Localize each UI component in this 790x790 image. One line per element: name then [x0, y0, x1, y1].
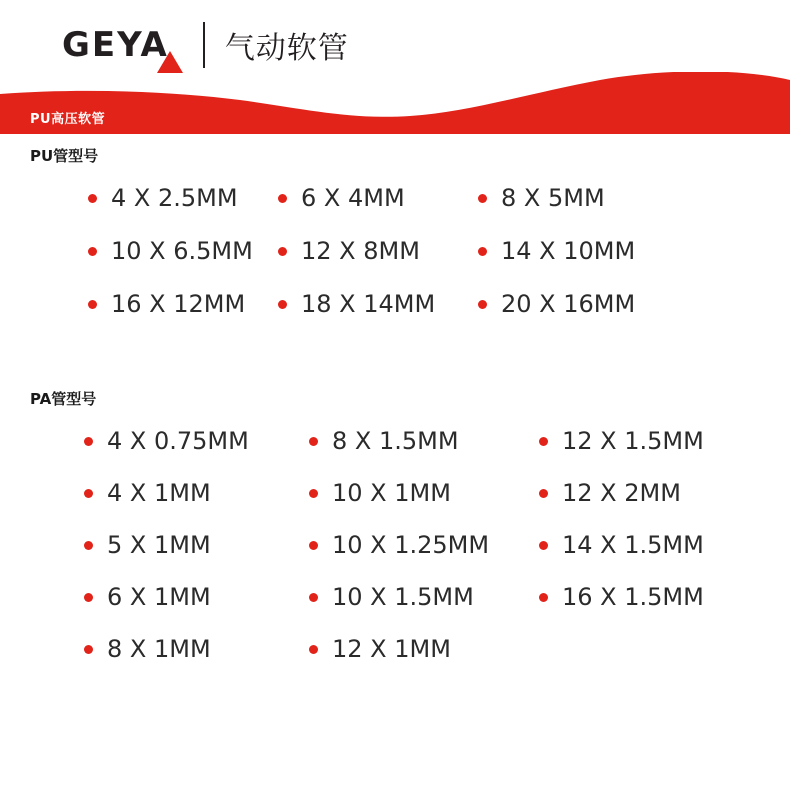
section-pa: [0, 388, 790, 663]
bullet-icon: [84, 645, 93, 654]
model-label: 6 X 1MM: [107, 583, 211, 611]
list-item: [309, 635, 539, 663]
bullet-icon: [84, 437, 93, 446]
wave-shape: [0, 72, 790, 134]
list-item: [539, 531, 739, 559]
bullet-icon: [278, 194, 287, 203]
bullet-icon: [278, 300, 287, 309]
section-pu: [0, 145, 790, 318]
bullet-icon: [309, 541, 318, 550]
bullet-icon: [539, 541, 548, 550]
bullet-icon: [539, 437, 548, 446]
list-item: [478, 184, 678, 212]
model-label: 18 X 14MM: [301, 290, 436, 318]
model-label: 12 X 1.5MM: [562, 427, 704, 455]
bullet-icon: [88, 194, 97, 203]
list-item: [88, 184, 278, 212]
brand-block: [62, 22, 349, 68]
bullet-icon: [478, 247, 487, 256]
bullet-icon: [539, 593, 548, 602]
list-item: [88, 290, 278, 318]
list-item: [309, 479, 539, 507]
list-item: [478, 237, 678, 265]
triangle-icon: [157, 51, 183, 73]
list-item: [278, 184, 478, 212]
brand-divider: [203, 22, 205, 68]
model-label: 16 X 12MM: [111, 290, 246, 318]
model-label: 10 X 1.5MM: [332, 583, 474, 611]
model-label: 12 X 2MM: [562, 479, 681, 507]
model-label: 8 X 1.5MM: [332, 427, 459, 455]
model-label: 10 X 6.5MM: [111, 237, 253, 265]
model-label: 8 X 5MM: [501, 184, 605, 212]
list-item: [539, 479, 739, 507]
list-item: [84, 531, 309, 559]
list-item: [84, 479, 309, 507]
model-label: 10 X 1MM: [332, 479, 451, 507]
list-item: [478, 290, 678, 318]
red-wave-band: [0, 72, 790, 134]
bullet-icon: [84, 593, 93, 602]
list-item: [309, 583, 539, 611]
bullet-icon: [84, 489, 93, 498]
bullet-icon: [309, 437, 318, 446]
model-label: 4 X 2.5MM: [111, 184, 238, 212]
model-label: 12 X 1MM: [332, 635, 451, 663]
model-label: 14 X 1.5MM: [562, 531, 704, 559]
list-item: [84, 427, 309, 455]
list-item: [539, 583, 739, 611]
model-label: 16 X 1.5MM: [562, 583, 704, 611]
model-label: 6 X 4MM: [301, 184, 405, 212]
model-label: 12 X 8MM: [301, 237, 420, 265]
list-item: [278, 237, 478, 265]
list-item: [84, 635, 309, 663]
model-label: 10 X 1.25MM: [332, 531, 490, 559]
section-pu-title: PU管型号: [30, 147, 99, 165]
list-item: [278, 290, 478, 318]
pa-model-grid: [84, 427, 790, 663]
model-label: 4 X 0.75MM: [107, 427, 249, 455]
list-item: [88, 237, 278, 265]
bullet-icon: [478, 194, 487, 203]
pu-model-grid: [88, 184, 790, 318]
bullet-icon: [88, 300, 97, 309]
model-label: 14 X 10MM: [501, 237, 636, 265]
model-label: 5 X 1MM: [107, 531, 211, 559]
section-pa-title: PA管型号: [30, 390, 97, 408]
bullet-icon: [478, 300, 487, 309]
model-label: 4 X 1MM: [107, 479, 211, 507]
bullet-icon: [309, 593, 318, 602]
bullet-icon: [278, 247, 287, 256]
brand-name-text: GEYA: [62, 25, 169, 65]
list-item: [84, 583, 309, 611]
list-item: [309, 427, 539, 455]
brand-subtitle: 气动软管: [224, 31, 349, 66]
list-item: [539, 427, 739, 455]
bullet-icon: [309, 489, 318, 498]
bullet-icon: [88, 247, 97, 256]
model-label: 20 X 16MM: [501, 290, 636, 318]
brand-logo: [62, 25, 169, 65]
model-label: 8 X 1MM: [107, 635, 211, 663]
bullet-icon: [539, 489, 548, 498]
band-label: PU高压软管: [30, 112, 106, 127]
bullet-icon: [84, 541, 93, 550]
bullet-icon: [309, 645, 318, 654]
list-item: [309, 531, 539, 559]
